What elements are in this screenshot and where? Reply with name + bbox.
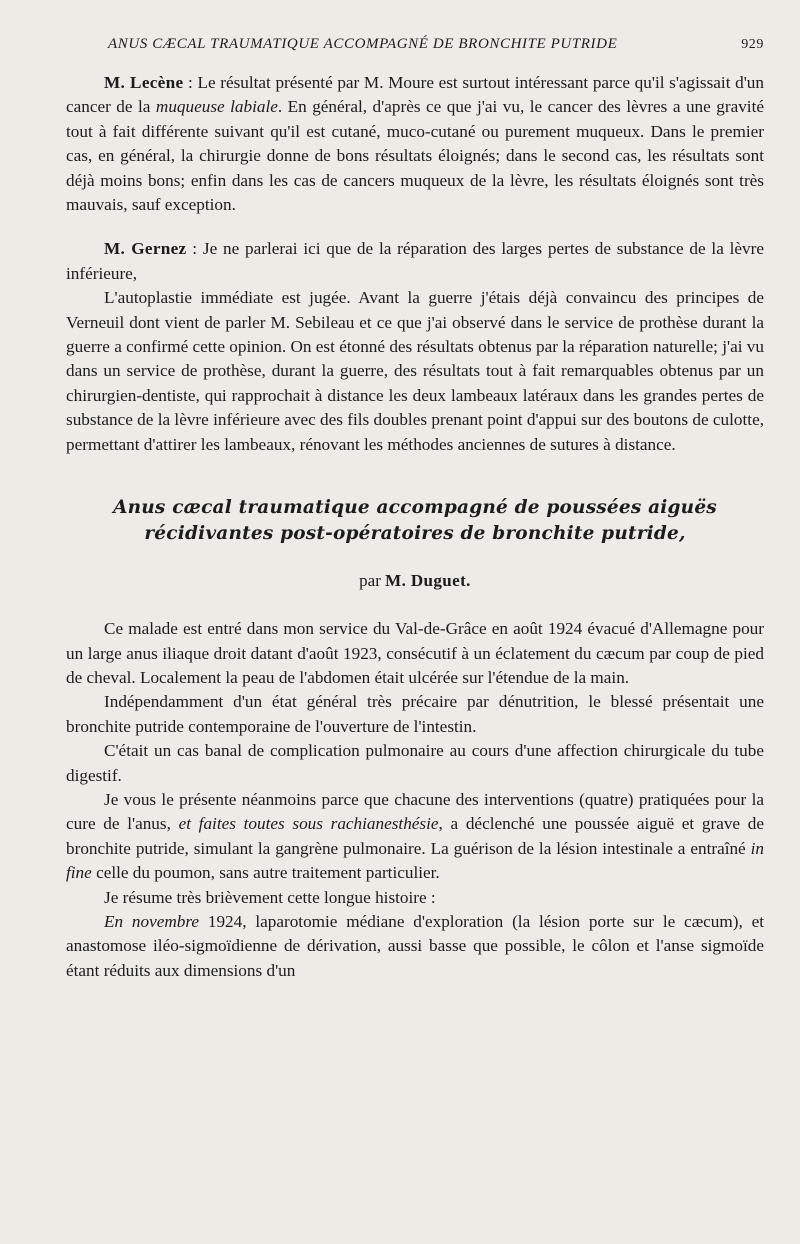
article-title	[66, 495, 764, 547]
gernez-paragraph-2: L'autoplastie immédiate est jugée. Avant la guerre j'étais déjà convaincu des principes de Verneuil dont vient de parler M. Sebileau et ce que j'ai observé dans le service de prothèse durant la guerre a confirmé cette opinion. On est étonné des résultats obtenus par la réparation naturelle; j'ai vu dans un service de prothèse, durant la guerre, des résultats tout à fait remarquables obtenus par un chirurgien-dentiste, qui rapprochait à distance les deux lambeaux latéraux dans les grandes pertes de substance de la lèvre inférieure avec des fils doubles prenant point d'appui sur des boutons de culotte, permettant d'attirer les lambeaux, rénovant les méthodes anciennes de sutures à distance.	[66, 288, 764, 454]
speaker-gernez: M. Gernez	[104, 239, 187, 259]
article-paragraph-5: Je résume très brièvement cette longue histoire :	[104, 887, 436, 907]
p4-emphasis: et faites toutes sous rachianesthésie	[178, 814, 439, 834]
p6-emphasis: En novembre	[104, 911, 200, 931]
gernez-intro: : Je ne parlerai ici que de la réparation des larges pertes de substance de la lèvre inférieure,	[66, 239, 764, 283]
lecene-text-after: . En général, d'après ce que j'ai vu, le cancer des lèvres a une gravité tout à fait différente suivant qu'il est cutané, muco-cutané ou purement muqueux. Dans le premier cas, en général, la chirurgie donne de bons résultats éloignés; dans le second cas, les résultats sont déjà moins bons; enfin dans les cas de cancers muqueux de la lèvre, les résultats éloignés sont très mauvais, sauf exception.	[66, 97, 764, 215]
byline-prefix: par	[359, 571, 386, 591]
lecene-emphasis: muqueuse labiale	[155, 97, 278, 117]
article-title-line-1: Anus cæcal traumatique accompagné de poussées aiguës	[113, 497, 717, 519]
p4-after: , a déclenché une poussée aiguë et grave de bronchite putride, simulant la gangrène pulmonaire. La guérison de la lésion intestinale a entraîné	[66, 814, 764, 858]
p4-emphasis-2: in fine	[66, 838, 764, 883]
article-paragraph-2: Indépendamment d'un état général très précaire par dénutrition, le blessé présentait une bronchite putride contemporaine de l'ouverture de l'intestin.	[66, 692, 764, 736]
running-header	[108, 36, 764, 53]
article-title-line-2: récidivantes post-opératoires de bronchite putride,	[144, 523, 686, 545]
article-author: M. Duguet.	[385, 571, 471, 591]
spacer	[66, 217, 764, 237]
gernez-paragraph	[66, 237, 764, 286]
speaker-lecene: M. Lecène	[104, 73, 184, 92]
page-number: 929	[741, 37, 764, 52]
article-paragraph-1: Ce malade est entré dans mon service du Val-de-Grâce en août 1924 évacué d'Allemagne pour un large anus iliaque droit datant d'août 1923, consécutif à un éclatement du cæcum par coup de pied de cheval. Localement la peau de l'abdomen était ulcérée sur l'étendue de la main.	[66, 619, 764, 687]
running-title: ANUS CÆCAL TRAUMATIQUE ACCOMPAGNÉ DE BRONCHITE PUTRIDE	[108, 36, 618, 52]
p4-before: Je vous le présente néanmoins parce que chacune des interventions (quatre) pratiquées pour la cure de l'anus,	[66, 789, 764, 834]
p6-rest: 1924, laparotomie médiane d'exploration (la lésion porte sur le cæcum), et anastomose iléo-sigmoïdienne de dérivation, aussi basse que possible, le côlon et l'anse sigmoïde étant réduits aux dimensions d'un	[66, 911, 764, 980]
p4-end: celle du poumon, sans autre traitement particulier.	[91, 863, 440, 883]
spacer	[66, 457, 764, 495]
lecene-paragraph	[66, 71, 764, 217]
article-paragraph-3: C'était un cas banal de complication pulmonaire au cours d'une affection chirurgicale du tube digestif.	[66, 741, 764, 785]
article-paragraph-6	[66, 910, 764, 983]
article-paragraph-4	[66, 788, 764, 886]
article-byline	[66, 571, 764, 591]
lecene-text-before: : Le résultat présenté par M. Moure est surtout intéressant parce qu'il s'agissait d'un cancer de la	[66, 73, 764, 117]
